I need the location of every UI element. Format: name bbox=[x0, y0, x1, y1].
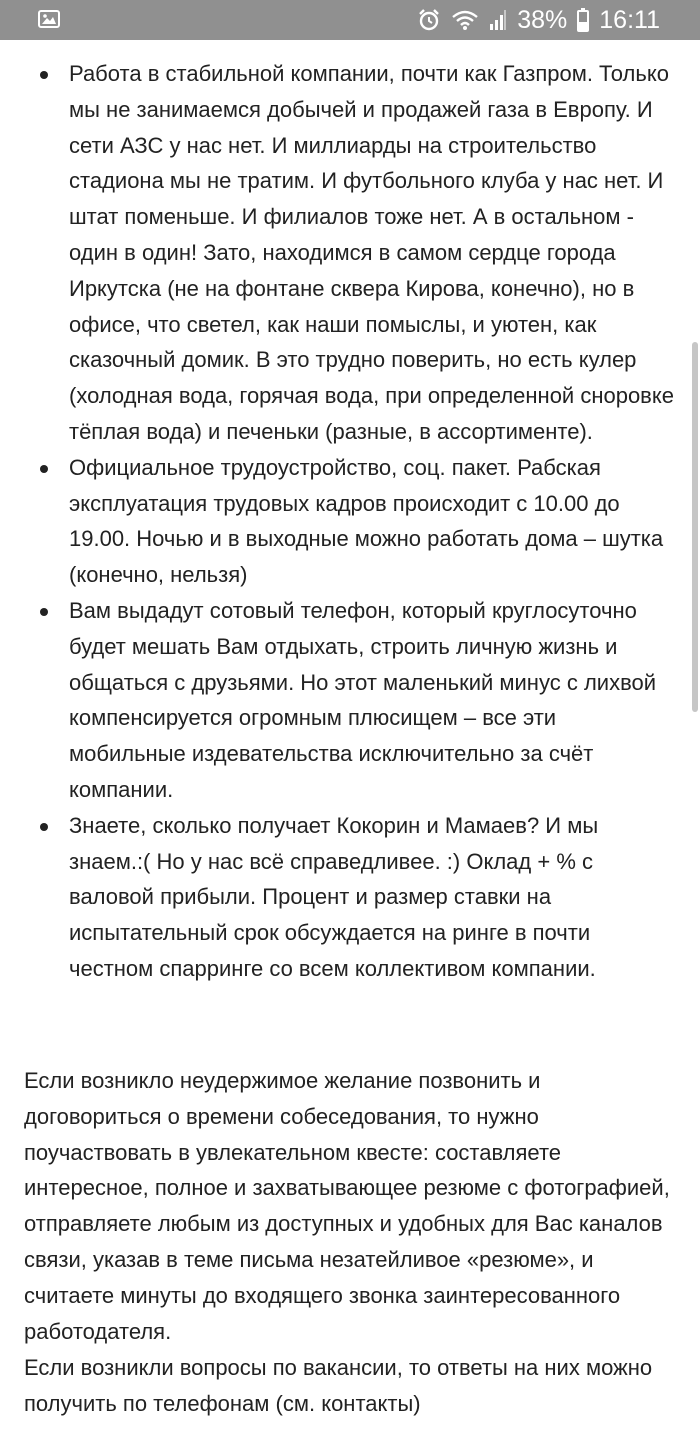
benefits-list bbox=[0, 56, 700, 987]
wifi-icon bbox=[451, 9, 479, 31]
scrollbar[interactable] bbox=[692, 342, 698, 712]
list-item-text: Вам выдадут сотовый телефон, который круглосуточно будет мешать Вам отдыхать, строить личную жизнь и общаться с друзьями. Но этот маленький минус с лихвой компенсируется огромным плюсищем – все эти мобильные издевательства исключительно за счёт компании. bbox=[69, 597, 657, 802]
list-item-text: Официальное трудоустройство, соц. пакет. Рабская эксплуатация трудовых кадров происходит с 10.00 до 19.00. Ночью и в выходные можно работать дома – шутка (конечно, нельзя) bbox=[69, 454, 664, 588]
status-bar bbox=[0, 0, 700, 40]
bullet-icon bbox=[40, 465, 48, 473]
alarm-icon bbox=[417, 8, 441, 32]
battery-icon bbox=[577, 8, 589, 32]
bullet-icon bbox=[40, 608, 48, 616]
list-item bbox=[0, 808, 700, 987]
list-item-text: Знаете, сколько получает Кокорин и Мамаев? И мы знаем.:( Но у нас всё справедливее. :) Оклад + % с валовой прибыли. Процент и размер ставки на испытательный срок обсуждается на ринге в почти честном спарринге со всем коллективом компании. bbox=[69, 812, 599, 981]
list-item-text: Работа в стабильной компании, почти как Газпром. Только мы не занимаемся добычей и продажей газа в Европу. И сети АЗС у нас нет. И миллиарды на строительство стадиона мы не тратим. И футбольного клуба у нас нет. И штат поменьше. И филиалов тоже нет. А в остальном - один в один! Зато, находимся в самом сердце города Иркутска (не на фонтане сквера Кирова, конечно), но в офисе, что светел, как наши помыслы, и уютен, как сказочный домик. В это трудно поверить, но есть кулер (холодная вода, горячая вода, при определенной сноровке тёплая вода) и печеньки (разные, в ассортименте). bbox=[69, 61, 674, 444]
bullet-icon bbox=[40, 823, 48, 831]
list-item bbox=[0, 56, 700, 450]
questions-paragraph: Если возникли вопросы по вакансии, то ответы на них можно получить по телефонам (см. контакты) bbox=[24, 1355, 653, 1416]
clock: 16:11 bbox=[599, 6, 660, 34]
signal-icon bbox=[489, 9, 507, 31]
battery-percent: 38% bbox=[517, 6, 568, 34]
list-item bbox=[0, 450, 700, 593]
bullet-icon bbox=[40, 71, 48, 79]
article-content bbox=[0, 40, 700, 1438]
list-item bbox=[0, 593, 700, 808]
contact-instructions-paragraph: Если возникло неудержимое желание позвонить и договориться о времени собеседования, то нужно поучаствовать в увлекательном квесте: составляете интересное, полное и захватывающее резюме с фотографией, отправляете любым из доступных и удобных для Вас каналов связи, указав в теме письма незатейливое «резюме», и считаете минуты до входящего звонка заинтересованного работодателя. bbox=[24, 1068, 670, 1344]
image-icon bbox=[38, 10, 60, 28]
